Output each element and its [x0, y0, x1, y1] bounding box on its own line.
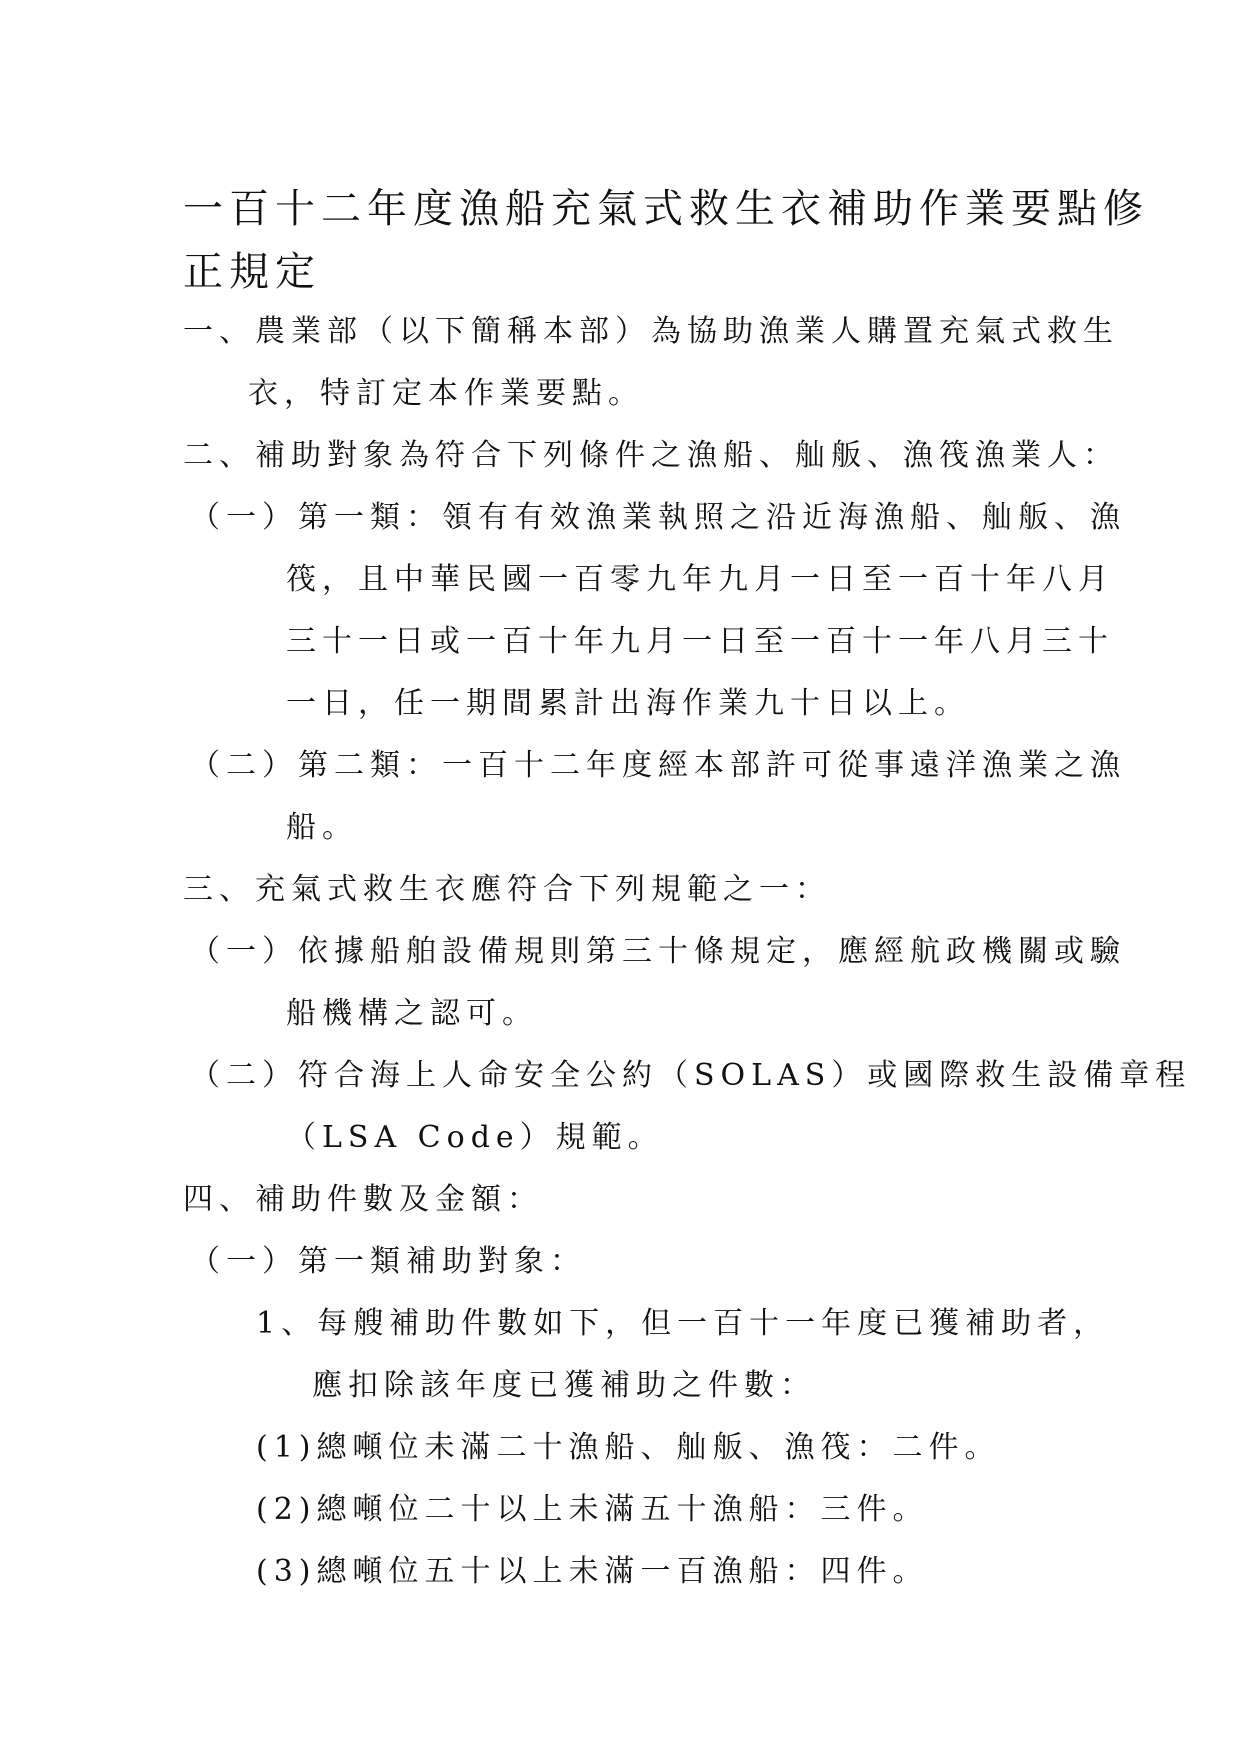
clause-2-item-2-line-2: 船。 — [286, 810, 358, 845]
clause-3-item-1-line-2: 船機構之認可。 — [286, 996, 538, 1031]
document-title-line-2: 正規定 — [183, 249, 321, 295]
clause-2-heading: 二、補助對象為符合下列條件之漁船、舢舨、漁筏漁業人： — [183, 438, 1119, 473]
clause-2-item-2-line-1: （二）第二類：一百十二年度經本部許可從事遠洋漁業之漁 — [190, 748, 1126, 783]
clause-4-item-1-point-1-line-2: 應扣除該年度已獲補助之件數： — [312, 1368, 816, 1403]
document-title-line-1: 一百十二年度漁船充氣式救生衣補助作業要點修 — [183, 186, 1149, 232]
tonnage-tier-2: (2)總噸位二十以上未滿五十漁船：三件。 — [256, 1492, 929, 1527]
clause-3-item-2-line-2: （LSA Code）規範。 — [286, 1120, 664, 1155]
clause-2-item-1-line-2: 筏，且中華民國一百零九年九月一日至一百十年八月 — [286, 562, 1114, 597]
clause-2-item-1-line-3: 三十一日或一百十年九月一日至一百十一年八月三十 — [286, 624, 1114, 659]
clause-3-item-1-line-1: （一）依據船舶設備規則第三十條規定，應經航政機關或驗 — [190, 934, 1126, 969]
clause-2-item-1-line-1: （一）第一類：領有有效漁業執照之沿近海漁船、舢舨、漁 — [190, 500, 1126, 535]
clause-4-item-1-heading: （一）第一類補助對象： — [190, 1244, 586, 1279]
clause-3-heading: 三、充氣式救生衣應符合下列規範之一： — [183, 872, 831, 907]
clause-2-item-1-line-4: 一日，任一期間累計出海作業九十日以上。 — [286, 686, 970, 721]
clause-4-heading: 四、補助件數及金額： — [183, 1182, 543, 1217]
clause-3-item-2-line-1: （二）符合海上人命安全公約（SOLAS）或國際救生設備章程 — [190, 1058, 1192, 1093]
clause-1-line-2: 衣，特訂定本作業要點。 — [248, 376, 644, 411]
clause-1-line-1: 一、農業部（以下簡稱本部）為協助漁業人購置充氣式救生 — [183, 314, 1119, 349]
clause-4-item-1-point-1-line-1: 1、每艘補助件數如下，但一百十一年度已獲補助者， — [256, 1306, 1110, 1341]
tonnage-tier-1: (1)總噸位未滿二十漁船、舢舨、漁筏：二件。 — [256, 1430, 1001, 1465]
tonnage-tier-3: (3)總噸位五十以上未滿一百漁船：四件。 — [256, 1554, 929, 1589]
